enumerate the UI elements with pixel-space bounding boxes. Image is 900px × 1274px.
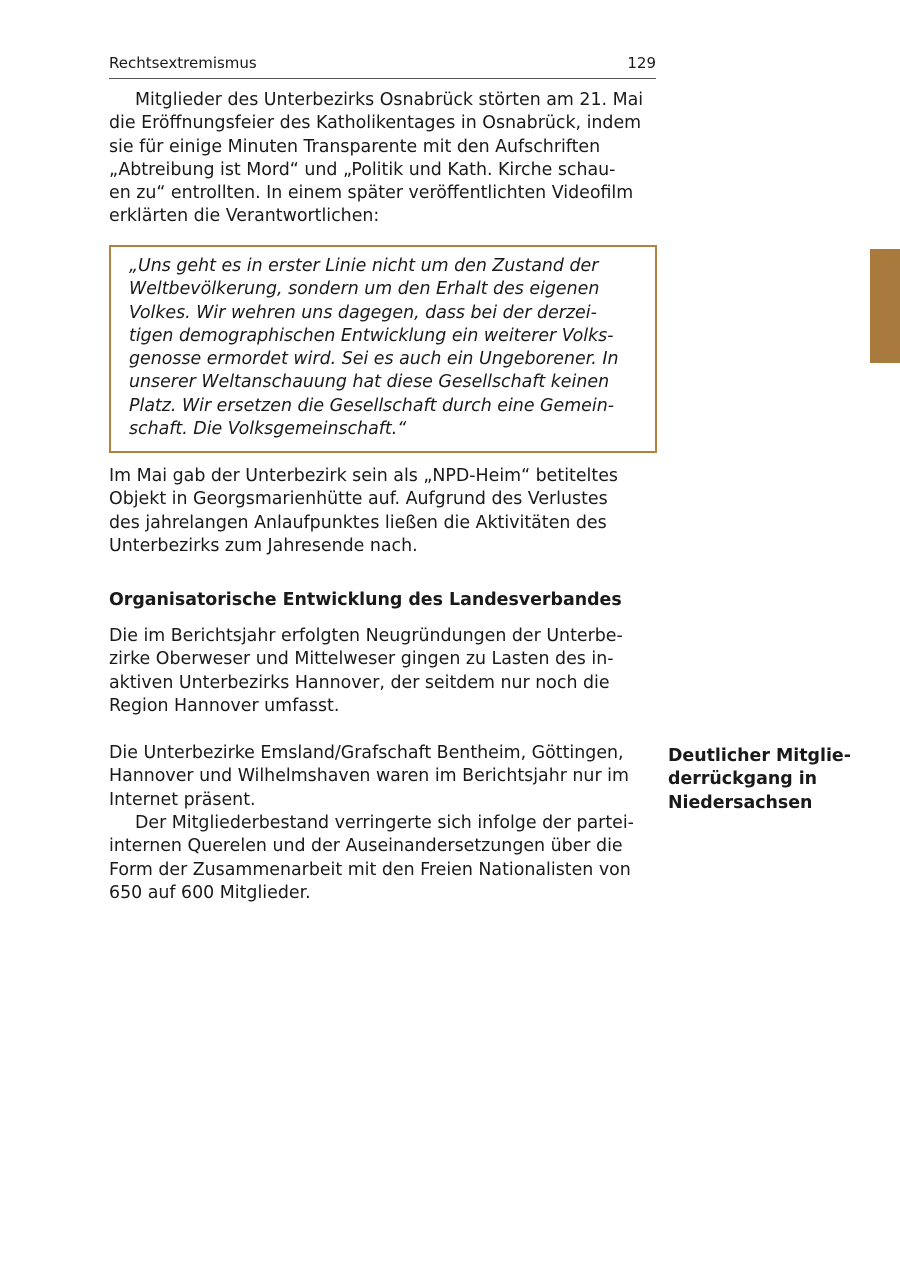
text-line: aktiven Unterbezirks Hannover, der seitdem nur noch die (109, 672, 610, 693)
text-line: erklärten die Verantwortlichen: (109, 206, 380, 227)
running-title: Rechtsextremismus (109, 54, 257, 72)
chapter-tab-marker (870, 249, 900, 363)
text-line: Region Hannover umfasst. (109, 695, 340, 716)
margin-note-line: Niedersachsen (668, 792, 813, 813)
quote-line: schaft. Die Volksgemeinschaft.“ (129, 419, 407, 440)
quote-text (129, 255, 618, 441)
text-line: Die im Berichtsjahr erfolgten Neugründungen der Unterbe- (109, 626, 623, 646)
text-line: Hannover und Wilhelmshaven waren im Berichtsjahr nur im (109, 766, 629, 787)
quote-line: unserer Weltanschauung hat diese Gesellschaft keinen (129, 372, 610, 393)
text-line: en zu“ entrollten. In einem später veröffentlichten Videofilm (109, 183, 634, 204)
paragraph-katholikentag (109, 89, 656, 229)
margin-note-line: derrückgang in (668, 769, 818, 790)
text-line: „Abtreibung ist Mord“ und „Politik und Kath. Kirche schau- (109, 159, 616, 180)
text-line: Der Mitgliederbestand verringerte sich infolge der partei- (135, 813, 634, 833)
margin-note (668, 745, 851, 815)
paragraph-npd-heim (109, 465, 656, 558)
text-line: sie für einige Minuten Transparente mit den Aufschriften (109, 136, 601, 157)
paragraph-internet-praesenz (109, 742, 656, 812)
text-line: internen Querelen und der Auseinandersetzungen über die (109, 836, 623, 857)
text-line: Form der Zusammenarbeit mit den Freien Nationalisten von (109, 859, 631, 880)
paragraph-neugruendungen (109, 625, 656, 718)
text-line: Internet präsent. (109, 789, 256, 810)
quote-line: „Uns geht es in erster Linie nicht um den Zustand der (129, 256, 599, 276)
page-number: 129 (627, 54, 656, 72)
text-line: zirke Oberweser und Mittelweser gingen zu Lasten des in- (109, 649, 614, 670)
text-line: Im Mai gab der Unterbezirk sein als „NPD-Heim“ betiteltes (109, 466, 618, 486)
quote-line: tigen demographischen Entwicklung ein weiterer Volks- (129, 325, 614, 346)
quote-line: genosse ermordet wird. Sei es auch ein Ungeborener. In (129, 349, 619, 370)
text-line: Mitglieder des Unterbezirks Osnabrück störten am 21. Mai (135, 90, 644, 110)
paragraph-mitgliederbestand (109, 812, 656, 905)
quote-line: Weltbevölkerung, sondern um den Erhalt des eigenen (129, 279, 600, 300)
quote-line: Platz. Wir ersetzen die Gesellschaft durch eine Gemein- (129, 395, 615, 416)
quote-line: Volkes. Wir wehren uns dagegen, dass bei der derzei- (129, 302, 597, 323)
text-line: Die Unterbezirke Emsland/Grafschaft Bentheim, Göttingen, (109, 743, 624, 763)
text-line: die Eröffnungsfeier des Katholikentages in Osnabrück, indem (109, 113, 642, 134)
text-line: des jahrelangen Anlaufpunktes ließen die Aktivitäten des (109, 512, 607, 533)
text-line: Unterbezirks zum Jahresende nach. (109, 535, 418, 556)
quote-box (109, 245, 657, 453)
margin-note-line: Deutlicher Mitglie- (668, 746, 851, 766)
text-line: 650 auf 600 Mitglieder. (109, 882, 311, 903)
section-heading: Organisatorische Entwicklung des Landesverbandes (109, 590, 622, 610)
text-line: Objekt in Georgsmarienhütte auf. Aufgrund des Verlustes (109, 489, 608, 510)
running-header (109, 52, 656, 79)
